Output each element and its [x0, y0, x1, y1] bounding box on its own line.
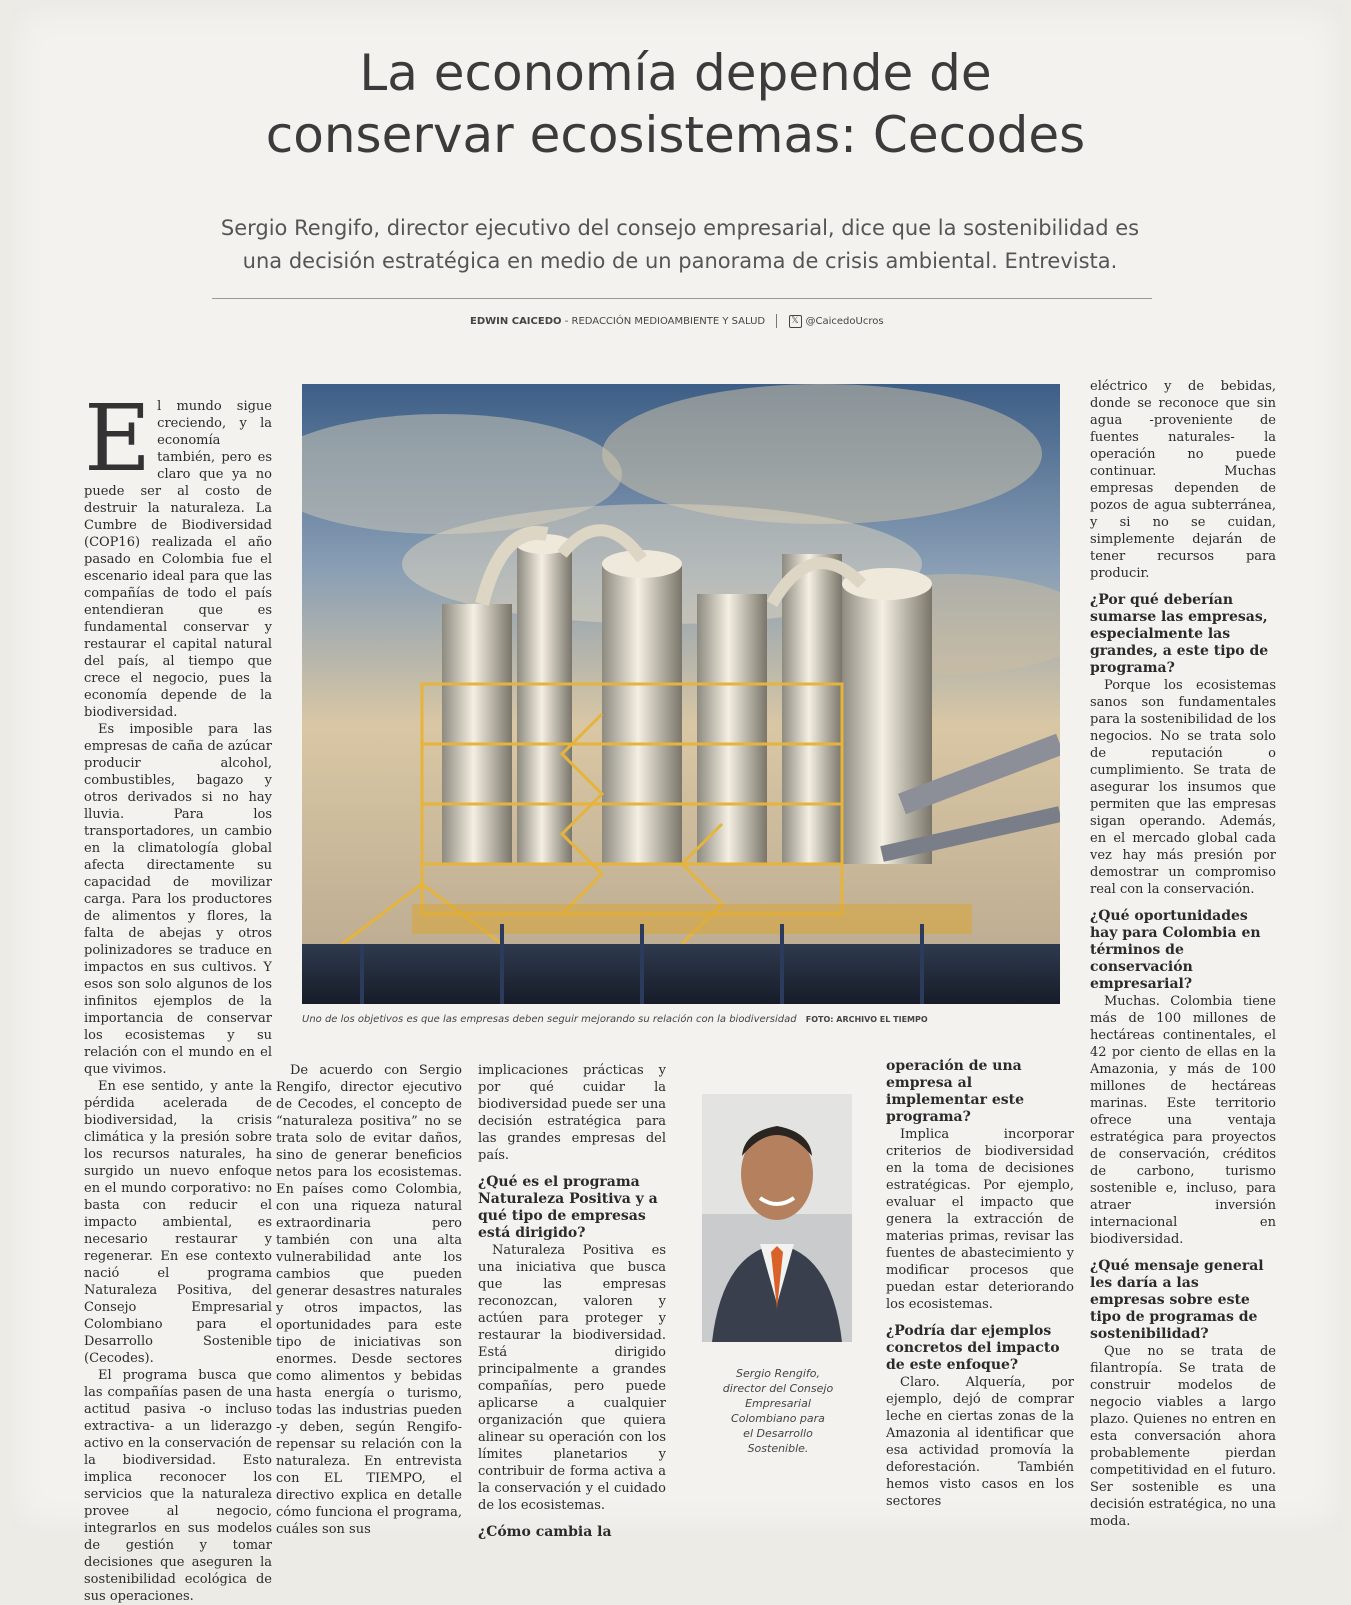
interview-question: operación de una empresa al implementar este programa? [886, 1058, 1024, 1125]
interview-question: ¿Qué es el programa Naturaleza Positiva y a qué tipo de empresas está dirigido? [478, 1174, 658, 1241]
x-icon: 𝕏 [789, 315, 802, 328]
headline-line-1: La economía depende de [359, 44, 992, 102]
interview-answer: Claro. Alquería, por ejemplo, dejó de comprar leche en ciertas zonas de la Amazonia al identificar que esa actividad promovía la deforestación. También hemos visto casos en los sectores [886, 1375, 1074, 1509]
byline-author: EDWIN CAICEDO [470, 316, 562, 327]
photo-caption [302, 1014, 1062, 1025]
subheadline-line-1: Sergio Rengifo, director ejecutivo del consejo empresarial, dice que la sostenibilidad es [220, 216, 1140, 240]
paragraph: En ese sentido, y ante la pérdida acelerada de biodiversidad, la crisis climática y la presión sobre los recursos naturales, ha surgido un nuevo enfoque en el mundo corporativo: no basta con reducir el impacto ambiental, es necesario restaurar y regenerar. En ese contexto nació el programa Naturaleza Positiva, del Consejo Empresarial Colombiano para el Desarrollo Sostenible (Cecodes). [84, 1079, 272, 1366]
article-column-3 [478, 1062, 666, 1541]
industrial-plant-illustration [302, 384, 1060, 1004]
subheadline [180, 212, 1180, 278]
byline [470, 314, 970, 328]
paragraph: El programa busca que las compañías pasen de una actitud pasiva -o incluso extractiva- a un liderazgo activo en la conservación de la biodiversidad. Esto implica reconocer los servicios que la naturaleza provee al negocio, integrarlos en sus modelos de gestión y tomar decisiones que aseguren la sostenibilidad ecológica de sus operaciones. [84, 1368, 272, 1604]
interview-answer: Muchas. Colombia tiene más de 100 millones de hectáreas continentales, el 42 por ciento de ellas en la Amazonia, y más de 100 millones de hectáreas marinas. Este territorio ofrece una ventaja estratégica para proyectos de conservación, créditos de carbono, turismo sostenible e, incluso, para atraer inversión internacional en biodiversidad. [1090, 994, 1276, 1247]
paragraph: implicaciones prácticas y por qué cuidar la biodiversidad puede ser una decisión estratégica para las grandes empresas del país. [478, 1063, 666, 1163]
byline-separator [776, 314, 777, 328]
interview-question: ¿Cómo cambia la [478, 1524, 612, 1540]
interview-question: ¿Podría dar ejemplos concretos del impacto de este enfoque? [886, 1323, 1060, 1373]
headline [0, 42, 1351, 166]
portrait-illustration [702, 1094, 852, 1342]
photo-credit: FOTO: ARCHIVO EL TIEMPO [805, 1015, 928, 1024]
interview-answer: Que no se trata de filantropía. Se trata de construir modelos de negocio viables a largo plazo. Quienes no entren en esta conversación ahora probablemente pierdan competitividad en el futuro. Ser sostenible es una decisión estratégica, no una moda. [1090, 1344, 1276, 1529]
portrait-caption: Sergio Rengifo, director del Consejo Empresarial Colombiano para el Desarrollo Sostenible. [722, 1367, 834, 1455]
article-column-4 [886, 1058, 1074, 1510]
interview-answer: Porque los ecosistemas sanos son fundamentales para la sostenibilidad de los negocios. No se trata solo de reputación o cumplimiento. Se trata de asegurar los insumos que permiten que las empresas sigan operando. Además, en el mercado global cada vez hay más presión por demostrar un compromiso real con la conservación. [1090, 678, 1276, 897]
divider [212, 298, 1152, 299]
byline-desk: - REDACCIÓN MEDIOAMBIENTE Y SALUD [564, 316, 766, 327]
article-column-5 [1090, 378, 1276, 1530]
article-column-1 [84, 385, 272, 1605]
interview-answer: Implica incorporar criterios de biodiversidad en la toma de decisiones estratégicas. Por ejemplo, evaluar el impacto que genera la extracción de materias primas, revisar las fuentes de abastecimiento y modificar procesos que puedan estar deteriorando los ecosistemas. [886, 1127, 1074, 1312]
article-column-2 [276, 1062, 462, 1538]
industrial-plant-photo [302, 384, 1060, 1004]
portrait-photo [702, 1094, 852, 1342]
photo-caption-text: Uno de los objetivos es que las empresas deben seguir mejorando su relación con la biodiversidad [302, 1014, 797, 1025]
paragraph: El mundo sigue creciendo, y la economía también, pero es claro que ya no puede ser al costo de destruir la naturaleza. La Cumbre de Biodiversidad (COP16) realizada el año pasado en Colombia fue el escenario ideal para que las compañías de todo el país entendieran que es fundamental conservar y restaurar el capital natural del país, al tiempo que crece el negocio, pues la economía depende de la biodiversidad. [84, 385, 272, 720]
subheadline-line-2: una decisión estratégica en medio de un panorama de crisis ambiental. Entrevista. [242, 249, 1118, 273]
headline-line-2: conservar ecosistemas: Cecodes [265, 106, 1086, 164]
interview-answer: Naturaleza Positiva es una iniciativa que busca que las empresas reconozcan, valoren y actúen para proteger y restaurar la biodiversidad. Está dirigido principalmente a grandes compañías, pero puede aplicarse a cualquier organización que quiera alinear su operación con los límites planetarios y contribuir de forma activa a la conservación y el cuidado de los ecosistemas. [478, 1243, 666, 1513]
paragraph: Es imposible para las empresas de caña de azúcar producir alcohol, combustibles, bagazo y otros derivados si no hay lluvia. Para los transportadores, un cambio en la climatología global afecta directamente su capacidad de movilizar carga. Para los productores de alimentos y flores, la falta de abejas y otros polinizadores se traduce en impactos en sus cultivos. Y esos son solo algunos de los infinitos ejemplos de la importancia de conservar los ecosistemas y su relación con el mundo en el que vivimos. [84, 722, 272, 1077]
interview-question: ¿Qué mensaje general les daría a las empresas sobre este tipo de programas de sostenibilidad? [1090, 1258, 1264, 1342]
paragraph: De acuerdo con Sergio Rengifo, director ejecutivo de Cecodes, el concepto de “naturaleza positiva” no se trata solo de evitar daños, sino de generar beneficios netos para los ecosistemas. En países como Colombia, con una riqueza natural extraordinaria pero también con una alta vulnerabilidad ante los cambios que pueden generar desastres naturales y otros impactos, las oportunidades para este tipo de iniciativas son enormes. Desde sectores como alimentos y bebidas hasta energía o turismo, todas las industrias pueden -y deben, según Rengifo- repensar su relación con la naturaleza. En entrevista con EL TIEMPO, el directivo explica en detalle cómo funciona el programa, cuáles son sus [276, 1063, 462, 1537]
interview-question: ¿Por qué deberían sumarse las empresas, especialmente las grandes, a este tipo de programa? [1090, 592, 1269, 676]
drop-cap: E [84, 385, 152, 492]
byline-handle: @CaicedoUcros [805, 316, 884, 327]
interview-answer: eléctrico y de bebidas, donde se reconoce que sin agua -proveniente de fuentes naturales- la operación no puede continuar. Muchas empresas dependen de pozos de agua subterránea, y si no se cuidan, simplemente dejarán de tener recursos para producir. [1090, 379, 1276, 581]
interview-question: ¿Qué oportunidades hay para Colombia en términos de conservación empresarial? [1090, 908, 1261, 992]
